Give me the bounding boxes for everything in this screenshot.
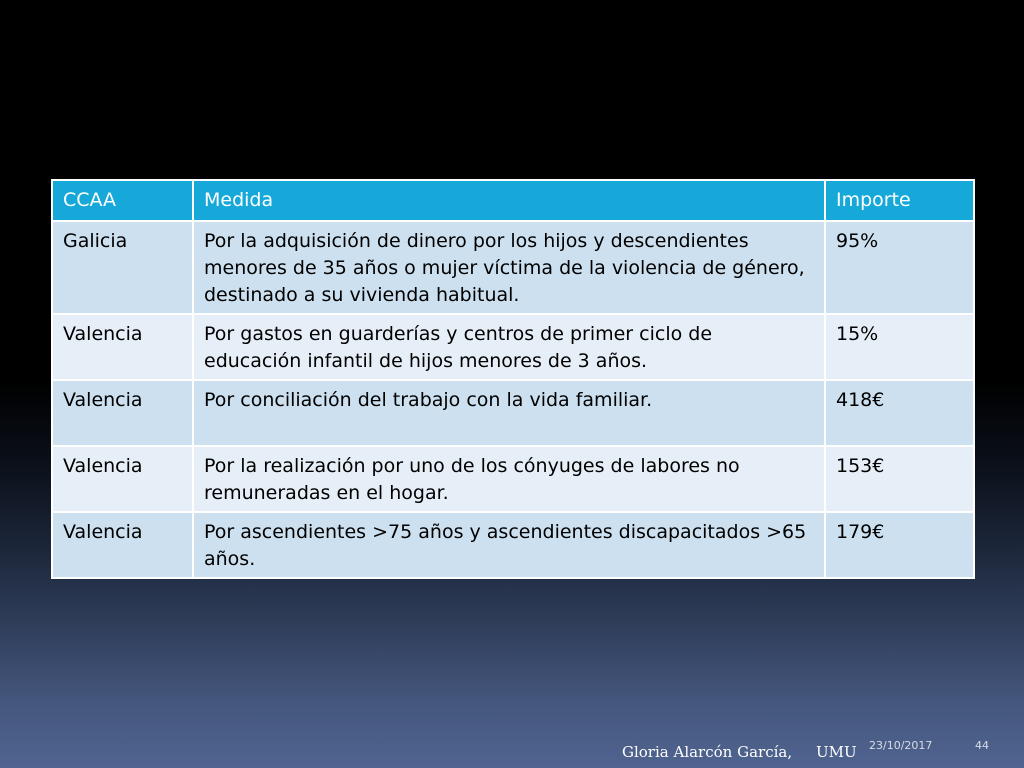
cell-importe: 179€ [825,512,974,578]
header-importe: Importe [825,180,974,221]
cell-medida: Por ascendientes >75 años y ascendientes discapacitados >65 años. [193,512,825,578]
cell-ccaa: Valencia [52,512,193,578]
cell-ccaa: Valencia [52,314,193,380]
cell-importe: 95% [825,221,974,314]
cell-importe: 418€ [825,380,974,446]
table-row [52,446,974,512]
cell-ccaa: Valencia [52,446,193,512]
cell-medida: Por la adquisición de dinero por los hijos y descendientes menores de 35 años o mujer víctima de la violencia de género, destinado a su vivienda habitual. [193,221,825,314]
table-row [52,512,974,578]
table-row [52,380,974,446]
footer-date: 23/10/2017 [869,739,933,752]
cell-importe: 153€ [825,446,974,512]
header-medida: Medida [193,180,825,221]
cell-ccaa: Valencia [52,380,193,446]
cell-ccaa: Galicia [52,221,193,314]
cell-medida: Por conciliación del trabajo con la vida familiar. [193,380,825,446]
table-row [52,221,974,314]
table-row [52,314,974,380]
header-ccaa: CCAA [52,180,193,221]
cell-importe: 15% [825,314,974,380]
table-header-row [52,180,974,221]
footer-author: Gloria Alarcón García, UMU [622,743,857,761]
deductions-table [51,179,975,579]
cell-medida: Por la realización por uno de los cónyuges de labores no remuneradas en el hogar. [193,446,825,512]
footer-page-number: 44 [975,739,989,752]
cell-medida: Por gastos en guarderías y centros de primer ciclo de educación infantil de hijos menores de 3 años. [193,314,825,380]
